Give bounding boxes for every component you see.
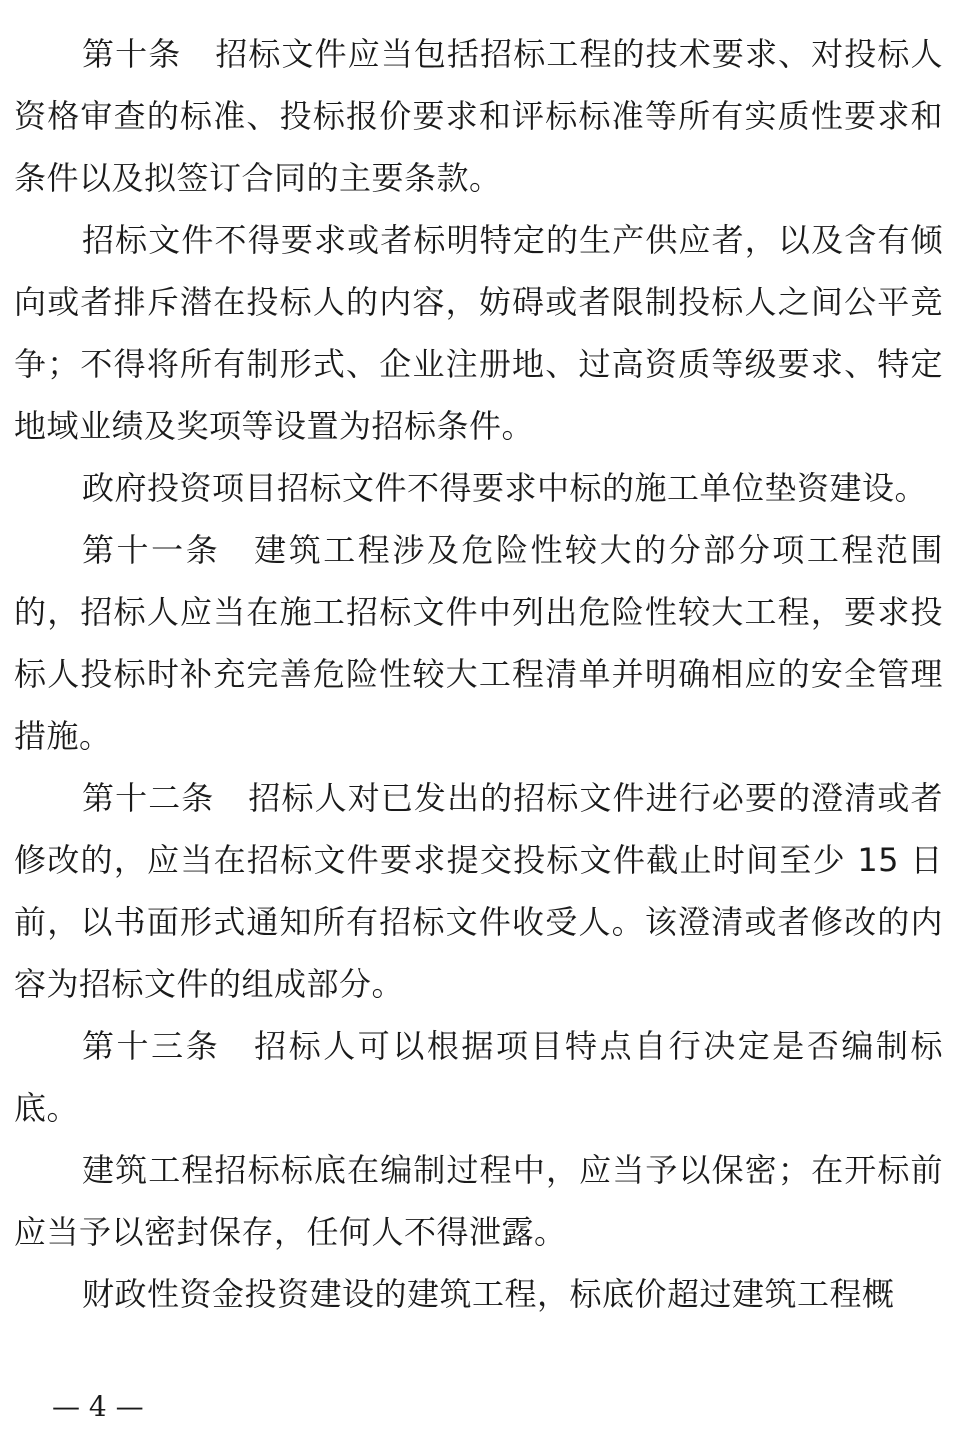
paragraph-text: 建筑工程涉及危险性较大的分部分项工程范围的，招标人应当在施工招标文件中列出危险性较大工程，要求投标人投标时补充完善危险性较大工程清单并明确相应的安全管理措施。 xyxy=(14,531,943,755)
paragraph-text: 招标文件不得要求或者标明特定的生产供应者，以及含有倾向或者排斥潜在投标人的内容，妨碍或者限制投标人之间公平竞争；不得将所有制形式、企业注册地、过高资质等级要求、特定地域业绩及奖项等设置为招标条件。 xyxy=(14,221,943,445)
article-number: 第十三条 xyxy=(82,1027,221,1065)
paragraph-base-price-confidential xyxy=(14,1139,943,1263)
paragraph-text: 招标人对已发出的招标文件进行必要的澄清或者修改的，应当在招标文件要求提交投标文件截止时间至少 15 日前，以书面形式通知所有招标文件收受人。该澄清或者修改的内容为招标文件的组成部分。 xyxy=(14,779,943,1003)
paragraph-text: 政府投资项目招标文件不得要求中标的施工单位垫资建设。 xyxy=(82,469,928,507)
paragraph-article-12 xyxy=(14,767,943,1015)
paragraph-government-investment xyxy=(14,457,943,519)
paragraph-text: 招标文件应当包括招标工程的技术要求、对投标人资格审查的标准、投标报价要求和评标标准等所有实质性要求和条件以及拟签订合同的主要条款。 xyxy=(14,35,943,197)
paragraph-tender-restrictions xyxy=(14,209,943,457)
paragraph-article-13 xyxy=(14,1015,943,1139)
page-number: — 4 — xyxy=(52,1390,144,1423)
article-number: 第十二条 xyxy=(82,779,215,817)
paragraph-article-10 xyxy=(14,23,943,209)
paragraph-article-11 xyxy=(14,519,943,767)
article-number: 第十一条 xyxy=(82,531,221,569)
paragraph-text: 招标人可以根据项目特点自行决定是否编制标底。 xyxy=(14,1027,943,1127)
paragraph-text: 建筑工程招标标底在编制过程中，应当予以保密；在开标前应当予以密封保存，任何人不得泄露。 xyxy=(14,1151,943,1251)
paragraph-fiscal-funds xyxy=(14,1263,943,1325)
article-number: 第十条 xyxy=(82,35,182,73)
paragraph-text: 财政性资金投资建设的建筑工程，标底价超过建筑工程概 xyxy=(82,1275,895,1313)
